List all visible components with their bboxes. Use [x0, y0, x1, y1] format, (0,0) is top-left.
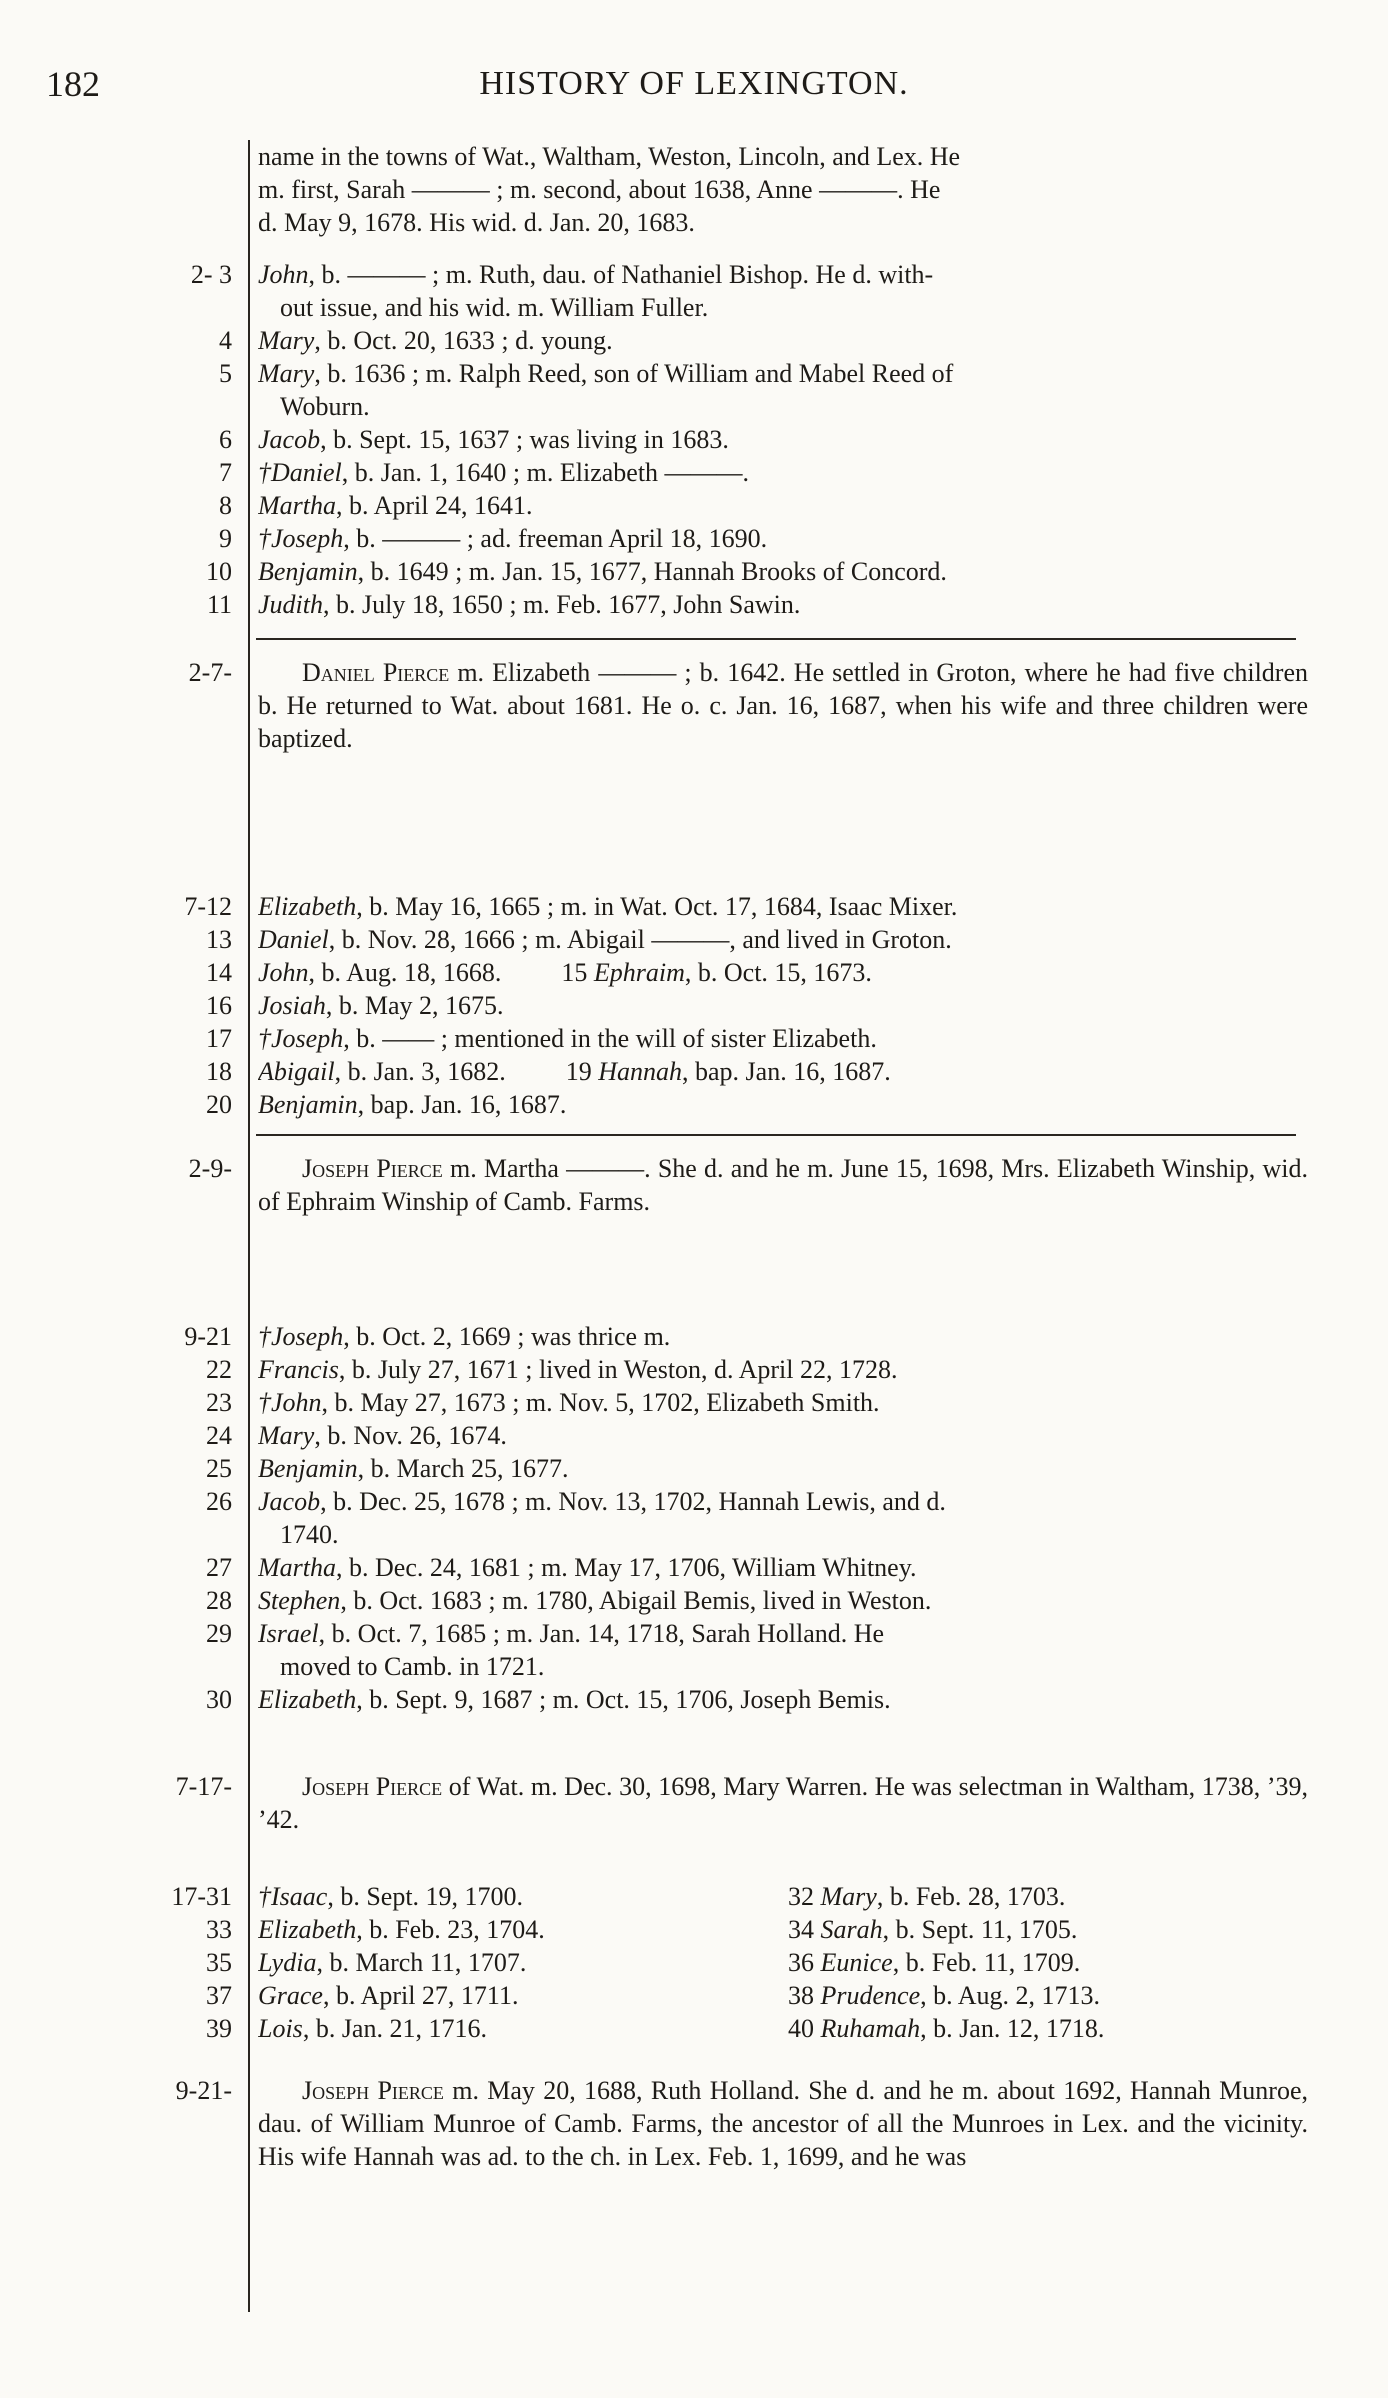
entry-number: 22	[206, 1355, 232, 1384]
entry-number-inline: 36	[788, 1948, 814, 1977]
section-rule	[256, 638, 1296, 640]
entry-number: 6	[219, 425, 232, 454]
entry-text: , b. Jan. 1, 1640 ; m. Elizabeth ———.	[341, 458, 750, 487]
child-name: John	[258, 958, 309, 987]
entry-row	[258, 1946, 1308, 1979]
entry-number: 26	[206, 1487, 232, 1516]
entry-line	[258, 1386, 1308, 1419]
entry-text: , b. Oct. 20, 1633 ; d. young.	[314, 326, 613, 355]
entry-number: 27	[206, 1553, 232, 1582]
entry-text: , b. Aug. 2, 1713.	[920, 1981, 1100, 2010]
entry-line	[258, 1022, 1308, 1055]
entry-col	[788, 2012, 1308, 2045]
entry-text: , b. Aug. 18, 1668.	[308, 958, 502, 987]
entry-line	[258, 890, 1308, 923]
entry-number: 11	[206, 590, 232, 619]
entry-row	[258, 1913, 1308, 1946]
child-name: John	[258, 260, 309, 289]
entry-text: , b. Feb. 28, 1703.	[876, 1882, 1066, 1911]
joseph2-numbers	[0, 1880, 232, 2045]
entry-number: 13	[206, 925, 232, 954]
family1-numbers	[0, 258, 232, 621]
entry-col	[258, 1913, 788, 1946]
entry-text: , b. Oct. 15, 1673.	[684, 958, 872, 987]
child-name: Josiah	[258, 991, 326, 1020]
paragraph-text: of Wat. m. Dec. 30, 1698, Mary Warren. He was selectman in Waltham, 1738, ’39, ’42.	[258, 1772, 1309, 1834]
entry-text: , b. Jan. 12, 1718.	[920, 2014, 1105, 2043]
entry-number: 10	[206, 557, 232, 586]
daniel-paragraph	[258, 656, 1308, 755]
entry-line	[258, 1518, 1308, 1551]
entry-text: , b. Oct. 2, 1669 ; was thrice m.	[343, 1322, 671, 1351]
entry-text: , b. May 16, 1665 ; m. in Wat. Oct. 17, 1684, Isaac Mixer.	[356, 892, 958, 921]
entry-line	[258, 1452, 1308, 1485]
joseph2-entries	[258, 1880, 1308, 2045]
child-name: Mary	[820, 1882, 877, 1911]
child-name: Mary	[258, 326, 315, 355]
entry-number: 4	[219, 326, 232, 355]
entry-text: , b. July 27, 1671 ; lived in Weston, d. April 22, 1728.	[338, 1355, 898, 1384]
entry-line	[258, 1683, 1308, 1716]
entry-number: 5	[219, 359, 232, 388]
entry-col	[258, 1979, 788, 2012]
child-name: Grace	[258, 1981, 323, 2010]
entry-text: , b. Jan. 3, 1682.	[334, 1057, 506, 1086]
child-name: Ephraim	[593, 958, 685, 987]
entry-col	[258, 1946, 788, 1979]
child-name: Mary	[258, 359, 315, 388]
child-name: Jacob	[258, 1487, 321, 1516]
entry-text: , b. May 27, 1673 ; m. Nov. 5, 1702, Elizabeth Smith.	[321, 1388, 880, 1417]
entry-line	[258, 956, 1308, 989]
child-name: Elizabeth	[258, 1915, 357, 1944]
entry-text: , b. Jan. 21, 1716.	[302, 2014, 487, 2043]
entry-number: 35	[206, 1948, 232, 1977]
joseph2-paragraph	[258, 1770, 1308, 1836]
entry-col	[788, 1880, 1308, 1913]
entry-text: , bap. Jan. 16, 1687.	[357, 1090, 567, 1119]
entry-col	[788, 1913, 1308, 1946]
joseph2-ref: 7-17-	[175, 1772, 232, 1801]
entry-number: 30	[206, 1685, 232, 1714]
paragraph-text: m. May 20, 1688, Ruth Holland. She d. and he m. about 1692, Hannah Munroe, dau. of William Munroe of Camb. Farms, the ancestor of all the Munroes in Lex. and the vicinity. His wife Hannah was ad. to the ch. in Lex. Feb. 1, 1699, and he was	[258, 2076, 1309, 2171]
entry-number: 9	[219, 524, 232, 553]
page-number: 182	[46, 64, 100, 104]
entry-text: , b. Sept. 9, 1687 ; m. Oct. 15, 1706, Joseph Bemis.	[356, 1685, 891, 1714]
child-name: †John	[258, 1388, 322, 1417]
entry-line	[258, 989, 1308, 1022]
entry-line	[258, 390, 1308, 423]
entry-line	[258, 423, 1308, 456]
child-name: Lydia	[258, 1948, 317, 1977]
joseph1-ref: 2-9-	[188, 1154, 232, 1183]
entry-text: , b. —— ; mentioned in the will of sister Elizabeth.	[343, 1024, 877, 1053]
entry-col	[258, 1880, 788, 1913]
child-name: Abigail	[258, 1057, 335, 1086]
entry-line	[258, 357, 1308, 390]
entry-line	[258, 923, 1308, 956]
entry-text: moved to Camb. in 1721.	[280, 1652, 545, 1681]
entry-line	[258, 1320, 1308, 1353]
entry-text: , b. Nov. 28, 1666 ; m. Abigail ———, and lived in Groton.	[328, 925, 952, 954]
entry-text: , bap. Jan. 16, 1687.	[682, 1057, 891, 1086]
entry-row	[258, 1880, 1308, 1913]
child-name: †Joseph	[258, 1024, 344, 1053]
child-name: Israel	[258, 1619, 319, 1648]
entry-text: , b. Oct. 7, 1685 ; m. Jan. 14, 1718, Sarah Holland. He	[318, 1619, 885, 1648]
entry-text: , b. March 11, 1707.	[316, 1948, 527, 1977]
person-name: Daniel Pierce	[302, 658, 450, 687]
child-name: Benjamin	[258, 1090, 358, 1119]
entry-number: 24	[206, 1421, 232, 1450]
entry-text: , b. May 2, 1675.	[325, 991, 504, 1020]
entry-row	[258, 2012, 1308, 2045]
person-name: Joseph Pierce	[302, 1154, 443, 1183]
entry-line	[258, 258, 1308, 291]
daniel-numbers	[0, 890, 232, 1121]
entry-text: , b. Sept. 11, 1705.	[882, 1915, 1078, 1944]
daniel-ref: 2-7-	[188, 658, 232, 687]
child-name: Benjamin	[258, 1454, 358, 1483]
entry-number: 14	[206, 958, 232, 987]
entry-line	[258, 588, 1308, 621]
entry-line	[258, 489, 1308, 522]
entry-number-inline: 40	[788, 2014, 814, 2043]
entry-number-inline: 34	[788, 1915, 814, 1944]
entry-text: , b. Dec. 25, 1678 ; m. Nov. 13, 1702, Hannah Lewis, and d.	[320, 1487, 946, 1516]
daniel-entries	[258, 890, 1308, 1121]
joseph3-ref: 9-21-	[175, 2076, 232, 2105]
entry-text: , b. July 18, 1650 ; m. Feb. 1677, John Sawin.	[323, 590, 801, 619]
entry-number: 25	[206, 1454, 232, 1483]
entry-text: , b. 1636 ; m. Ralph Reed, son of William and Mabel Reed of	[314, 359, 954, 388]
entry-line	[258, 1650, 1308, 1683]
child-name: Sarah	[820, 1915, 883, 1944]
entry-text: , b. Feb. 11, 1709.	[892, 1948, 1081, 1977]
entry-row	[258, 1979, 1308, 2012]
entry-number-inline: 19	[565, 1057, 592, 1086]
paragraph-text: m. Martha ———. She d. and he m. June 15, 1698, Mrs. Elizabeth Winship, wid. of Ephraim Winship of Camb. Farms.	[258, 1154, 1308, 1216]
section-rule	[256, 1134, 1296, 1136]
child-name: Elizabeth	[258, 892, 357, 921]
entry-number-inline: 38	[788, 1981, 814, 2010]
child-name: Elizabeth	[258, 1685, 357, 1714]
entry-line	[258, 1419, 1308, 1452]
child-name: †Isaac	[258, 1882, 328, 1911]
child-name: Benjamin	[258, 557, 358, 586]
child-name: Martha	[258, 491, 336, 520]
entry-line	[258, 522, 1308, 555]
entry-number: 7-12	[184, 892, 232, 921]
entry-col	[788, 1946, 1308, 1979]
entry-line	[258, 1551, 1308, 1584]
child-name: Ruhamah	[820, 2014, 921, 2043]
running-title: HISTORY OF LEXINGTON.	[479, 65, 909, 102]
child-name: Eunice	[820, 1948, 893, 1977]
child-name: Jacob	[258, 425, 321, 454]
entry-text: , b. Sept. 15, 1637 ; was living in 1683.	[320, 425, 729, 454]
page-header	[0, 60, 1388, 108]
child-name: Mary	[258, 1421, 315, 1450]
entry-text: 1740.	[280, 1520, 339, 1549]
entry-line	[258, 456, 1308, 489]
entry-text: , b. Feb. 23, 1704.	[356, 1915, 545, 1944]
child-name: †Joseph	[258, 1322, 344, 1351]
entry-number	[0, 291, 232, 324]
entry-line	[258, 555, 1308, 588]
child-name: Judith	[258, 590, 323, 619]
entry-text: , b. March 25, 1677.	[357, 1454, 569, 1483]
joseph1-paragraph	[258, 1152, 1308, 1218]
intro-line: d. May 9, 1678. His wid. d. Jan. 20, 1683.	[258, 208, 695, 237]
entry-text: , b. April 27, 1711.	[322, 1981, 519, 2010]
margin-rule	[248, 140, 250, 2312]
entry-number: 28	[206, 1586, 232, 1615]
person-name: Joseph Pierce	[302, 2076, 444, 2105]
child-name: Stephen	[258, 1586, 341, 1615]
entry-line	[258, 324, 1308, 357]
entry-number-inline: 15	[561, 958, 588, 987]
entry-text: , b. Nov. 26, 1674.	[314, 1421, 507, 1450]
entry-col	[788, 1979, 1308, 2012]
child-name: Hannah	[598, 1057, 683, 1086]
entry-number: 16	[206, 991, 232, 1020]
intro-paragraph	[258, 140, 1308, 239]
entry-col	[258, 2012, 788, 2045]
entry-text: out issue, and his wid. m. William Fuller.	[280, 293, 709, 322]
entry-number: 37	[206, 1981, 232, 2010]
entry-line	[258, 1088, 1308, 1121]
entry-number	[0, 390, 232, 423]
entry-text: , b. Sept. 19, 1700.	[327, 1882, 524, 1911]
intro-line: m. first, Sarah ——— ; m. second, about 1638, Anne ———. He	[258, 175, 941, 204]
child-name: Lois	[258, 2014, 303, 2043]
child-name: †Joseph	[258, 524, 344, 553]
entry-number: 29	[206, 1619, 232, 1648]
entry-number: 39	[206, 2014, 232, 2043]
entry-number	[0, 1518, 232, 1551]
entry-line	[258, 1584, 1308, 1617]
joseph3-paragraph	[258, 2074, 1308, 2173]
child-name: Daniel	[258, 925, 329, 954]
family1-entries	[258, 258, 1308, 621]
entry-line	[258, 1485, 1308, 1518]
entry-text: , b. 1649 ; m. Jan. 15, 1677, Hannah Brooks of Concord.	[357, 557, 947, 586]
person-name: Joseph Pierce	[302, 1772, 443, 1801]
entry-text: , b. Oct. 1683 ; m. 1780, Abigail Bemis, lived in Weston.	[340, 1586, 932, 1615]
entry-number: 7	[219, 458, 232, 487]
entry-number: 33	[206, 1915, 232, 1944]
entry-number: 20	[206, 1090, 232, 1119]
entry-number: 17	[206, 1024, 232, 1053]
entry-number	[0, 1650, 232, 1683]
entry-number: 17-31	[171, 1882, 232, 1911]
entry-text: Woburn.	[280, 392, 370, 421]
entry-number: 18	[206, 1057, 232, 1086]
entry-number: 2- 3	[190, 260, 232, 289]
entry-line	[258, 1353, 1308, 1386]
entry-text: , b. ——— ; m. Ruth, dau. of Nathaniel Bishop. He d. with-	[308, 260, 934, 289]
entry-line	[258, 291, 1308, 324]
child-name: Martha	[258, 1553, 336, 1582]
entry-line	[258, 1055, 1308, 1088]
entry-number: 9-21	[184, 1322, 232, 1351]
entry-text: , b. Dec. 24, 1681 ; m. May 17, 1706, William Whitney.	[336, 1553, 917, 1582]
paragraph-text: m. Elizabeth ——— ; b. 1642. He settled in Groton, where he had five children b. He returned to Wat. about 1681. He o. c. Jan. 16, 1687, when his wife and three children were baptized.	[258, 658, 1309, 753]
joseph1-numbers	[0, 1320, 232, 1716]
intro-line: name in the towns of Wat., Waltham, Weston, Lincoln, and Lex. He	[258, 142, 961, 171]
child-name: Prudence	[820, 1981, 921, 2010]
entry-number: 23	[206, 1388, 232, 1417]
entry-text: , b. April 24, 1641.	[336, 491, 533, 520]
joseph1-entries	[258, 1320, 1308, 1716]
entry-number: 8	[219, 491, 232, 520]
child-name: Francis	[258, 1355, 339, 1384]
entry-line	[258, 1617, 1308, 1650]
entry-text: , b. ——— ; ad. freeman April 18, 1690.	[343, 524, 768, 553]
child-name: †Daniel	[258, 458, 342, 487]
entry-number-inline: 32	[788, 1882, 814, 1911]
